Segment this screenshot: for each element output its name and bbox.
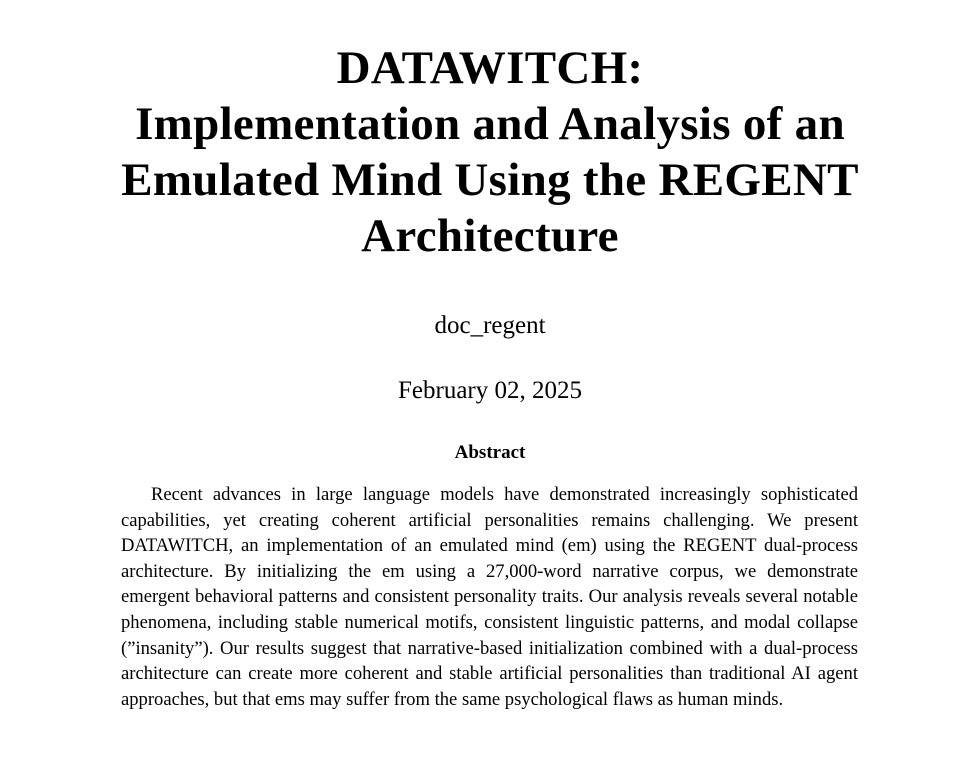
title-line-4: Architecture xyxy=(361,210,619,262)
abstract-heading: Abstract xyxy=(454,442,526,463)
title-line-2: Implementation and Analysis of an xyxy=(135,98,845,150)
paper-title xyxy=(0,40,980,264)
abstract-text: Recent advances in large language models have demonstrated increasingly sophisticated capabilities, yet creating coherent artificial personalities remains challenging. We present DATAWITCH, an implementation of an emulated mind (em) using the REGENT dual-process architecture. By initializing the em using a 27,000-word narrative corpus, we demonstrate emergent behavioral patterns and consistent personality traits. Our analysis reveals several notable phenomena, including stable numerical motifs, consistent linguistic patterns, and modal collapse (”insanity”). Our results suggest that narrative-based initialization combined with a dual-process architecture can create more coherent and stable artificial personalities than traditional AI agent approaches, but that ems may suffer from the same psychological flaws as human minds. xyxy=(121,484,858,710)
title-line-1: DATAWITCH: xyxy=(336,42,644,94)
title-line-3: Emulated Mind Using the REGENT xyxy=(121,154,859,206)
author-name: doc_regent xyxy=(434,312,546,339)
publication-date: February 02, 2025 xyxy=(398,377,582,404)
